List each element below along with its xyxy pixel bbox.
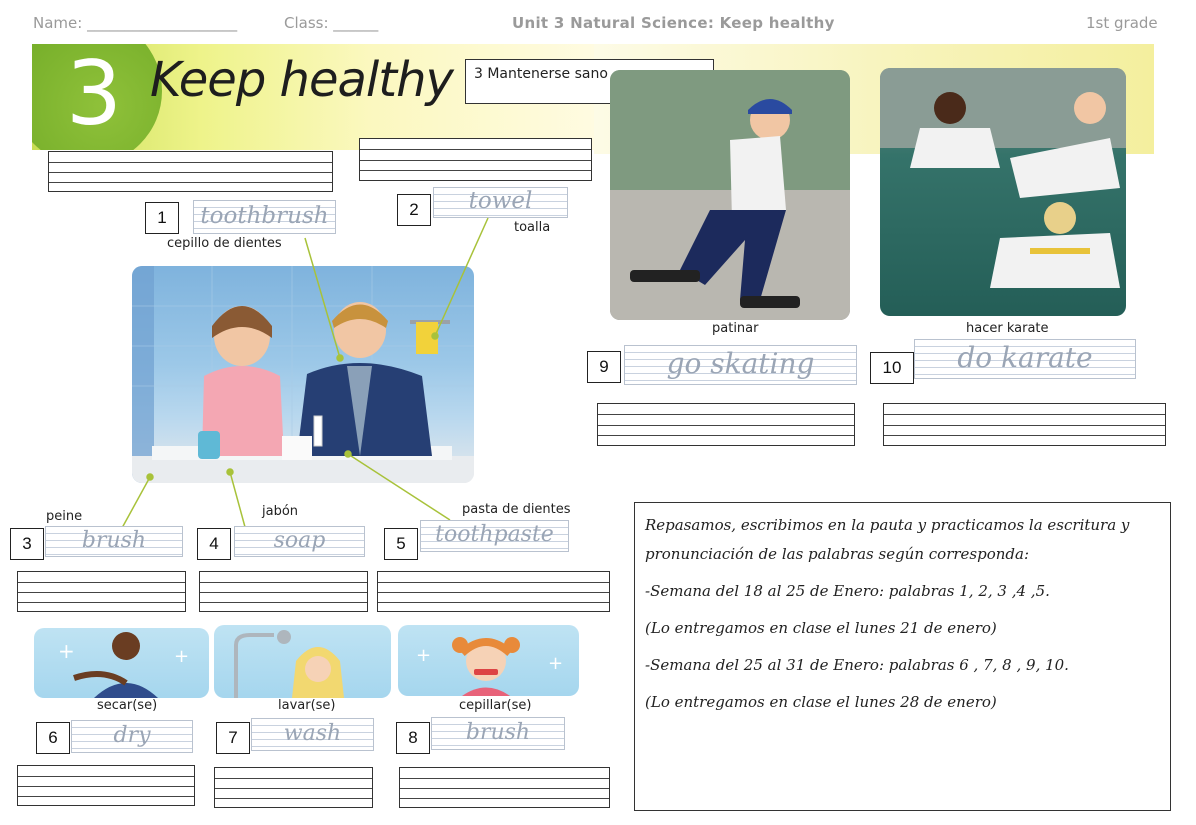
skating-photo	[610, 70, 850, 320]
worksheet-title: Unit 3 Natural Science: Keep healthy	[512, 14, 835, 32]
trace-word-wash: wash	[251, 718, 374, 751]
writing-box-7[interactable]	[214, 767, 373, 808]
writing-box-9[interactable]	[597, 403, 855, 446]
item-number-10: 10	[870, 352, 914, 384]
writing-box-6[interactable]	[17, 765, 195, 806]
svg-text:+: +	[58, 639, 75, 663]
karate-photo	[880, 68, 1126, 316]
trace-word-toothbrush: toothbrush	[193, 200, 336, 234]
instructions-week-1-note: (Lo entregamos en clase el lunes 21 de enero)	[645, 619, 997, 637]
item-number-9: 9	[587, 351, 621, 383]
unit-number-badge	[32, 44, 162, 150]
unit-number: 3	[66, 44, 122, 145]
trace-word-brush-2: brush	[431, 717, 565, 750]
brushing-illustration	[398, 625, 579, 696]
instructions-intro: Repasamos, escribimos en la pauta y practicamos la escritura y pronunciación de las palabras según corresponda:	[645, 516, 1130, 563]
class-field-label: Class: ______	[284, 14, 379, 32]
writing-box-5[interactable]	[377, 571, 610, 612]
trace-word-toothpaste: toothpaste	[420, 520, 569, 552]
drying-illustration	[34, 628, 209, 698]
trace-word-towel: towel	[433, 187, 568, 218]
bathroom-illustration	[132, 266, 474, 483]
item-number-6: 6	[36, 722, 70, 754]
translation-toalla: toalla	[514, 220, 551, 235]
writing-box-8[interactable]	[399, 767, 610, 808]
instructions-week-2: -Semana del 25 al 31 de Enero: palabras 6 , 7, 8 , 9, 10.	[645, 656, 1069, 674]
translation-pasta: pasta de dientes	[462, 502, 571, 517]
trace-word-soap: soap	[234, 526, 365, 557]
grade-label: 1st grade	[1086, 14, 1158, 32]
writing-box-10[interactable]	[883, 403, 1166, 446]
writing-box-4[interactable]	[199, 571, 368, 612]
writing-box-2[interactable]	[359, 138, 592, 181]
instructions-box	[634, 502, 1171, 811]
item-number-3: 3	[10, 528, 44, 560]
translation-cepillar: cepillar(se)	[459, 698, 532, 713]
translation-patinar: patinar	[712, 321, 759, 336]
trace-word-dry: dry	[71, 720, 193, 753]
name-field-label: Name: ____________________	[33, 14, 238, 32]
title-translation-box: 3 Mantenerse sano	[465, 59, 714, 104]
trace-word-do-karate: do karate	[914, 339, 1136, 379]
item-number-4: 4	[197, 528, 231, 560]
item-number-8: 8	[396, 722, 430, 754]
instructions-week-1: -Semana del 18 al 25 de Enero: palabras 1, 2, 3 ,4 ,5.	[645, 582, 1050, 600]
trace-word-brush: brush	[45, 526, 183, 557]
item-number-1: 1	[145, 202, 179, 234]
translation-jabon: jabón	[262, 504, 299, 519]
item-number-7: 7	[216, 722, 250, 754]
svg-text:+: +	[548, 653, 564, 674]
instructions-week-2-note: (Lo entregamos en clase el lunes 28 de enero)	[645, 693, 997, 711]
washing-illustration	[214, 625, 391, 698]
item-number-2: 2	[397, 194, 431, 226]
svg-text:+: +	[416, 645, 432, 666]
translation-peine: peine	[46, 509, 83, 524]
translation-hacer-karate: hacer karate	[966, 321, 1049, 336]
writing-box-3[interactable]	[17, 571, 186, 612]
unit-title: Keep healthy	[150, 52, 453, 108]
writing-box-1[interactable]	[48, 151, 333, 192]
translation-secar: secar(se)	[97, 698, 158, 713]
translation-cepillo: cepillo de dientes	[167, 236, 282, 251]
translation-lavar: lavar(se)	[278, 698, 336, 713]
bathroom-photo	[132, 266, 474, 483]
svg-text:+: +	[174, 646, 190, 667]
item-number-5: 5	[384, 528, 418, 560]
trace-word-go-skating: go skating	[624, 345, 857, 385]
